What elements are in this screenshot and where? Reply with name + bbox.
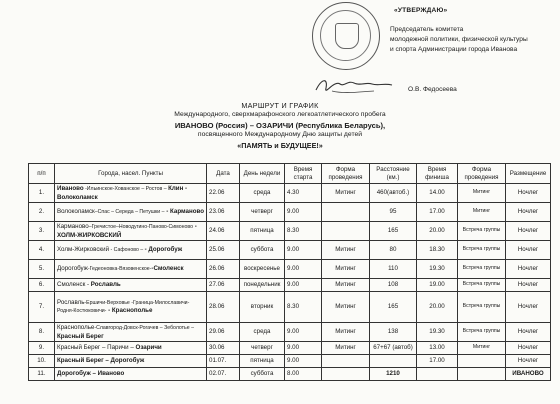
date-cell: 22.06: [207, 184, 240, 203]
route-segment: Красный Берег – Дорогобуж: [57, 357, 145, 365]
date-cell: 26.06: [207, 260, 240, 279]
finish-time-cell: 13.00: [417, 342, 458, 355]
route-segment: Озаричи: [135, 344, 162, 352]
date-cell: 01.07.: [207, 355, 240, 368]
start-form-cell: [322, 355, 370, 368]
date-cell: 29.06: [207, 323, 240, 342]
approval-line-3: и спорта Администрации города Иванова: [390, 46, 518, 53]
table-row: [29, 203, 551, 222]
route-segment: Красный Берег – Паричи –: [57, 344, 136, 352]
route-cell: [55, 355, 207, 368]
doc-dedication: посвященного Международному Дню защиты детей: [197, 131, 363, 138]
start-form-cell: [322, 203, 370, 222]
date-cell: 28.06: [207, 292, 240, 323]
accommodation-cell: Ночлег: [506, 323, 551, 342]
route-cell: [55, 292, 207, 323]
route-segment: -Ершичи-Верховье -Граница-Милославичи-Родня-Костюковичи-: [57, 299, 190, 314]
signature-scribble: [314, 74, 394, 96]
route-segment: Карманово: [57, 223, 89, 231]
accommodation-cell: Ночлег: [506, 241, 551, 260]
header-cell: Расстояние (км.): [370, 164, 417, 184]
route-segment: -Смоленск: [151, 264, 184, 272]
approval-line-2: молодежной политики, физической культуры: [390, 36, 528, 43]
accommodation-cell: Ночлег: [506, 292, 551, 323]
weekday-cell: вторник: [240, 292, 285, 323]
route-cell: [55, 279, 207, 292]
route-segment: Красный Берег: [57, 332, 104, 340]
header-cell: Города, насел. Пункты: [55, 164, 207, 184]
approval-line-1: Председатель комитета: [390, 26, 464, 33]
weekday-cell: воскресенье: [240, 260, 285, 279]
finish-form-cell: Встреча группы: [458, 241, 506, 260]
route-segment: Краснополье: [57, 324, 95, 332]
start-time-cell: 8.00: [285, 368, 322, 381]
row-number-cell: 11.: [29, 368, 55, 381]
finish-form-cell: [458, 368, 506, 381]
table-row: [29, 355, 551, 368]
table-row: [29, 222, 551, 241]
doc-route-title: ИВАНОВО (Россия) – ОЗАРИЧИ (Республика Беларусь),: [174, 121, 386, 130]
route-segment: Рославль: [57, 298, 85, 306]
header-cell: День недели: [240, 164, 285, 184]
finish-time-cell: 20.00: [417, 222, 458, 241]
row-number-cell: 10.: [29, 355, 55, 368]
weekday-cell: суббота: [240, 241, 285, 260]
official-seal: [312, 2, 380, 70]
distance-cell: 110: [370, 260, 417, 279]
table-row: [29, 279, 551, 292]
route-cell: [55, 368, 207, 381]
start-time-cell: 8.30: [285, 222, 322, 241]
date-cell: 23.06: [207, 203, 240, 222]
accommodation-cell: ИВАНОВО: [506, 368, 551, 381]
row-number-cell: 7.: [29, 292, 55, 323]
approval-signatory: О.В. Федосеева: [408, 86, 457, 93]
route-cell: [55, 323, 207, 342]
weekday-cell: четверг: [240, 342, 285, 355]
start-form-cell: Митинг: [322, 241, 370, 260]
route-segment: Смоленск -: [57, 281, 91, 289]
coat-of-arms-icon: [335, 23, 359, 49]
finish-time-cell: 19.00: [417, 279, 458, 292]
date-cell: 27.06: [207, 279, 240, 292]
finish-time-cell: 14.00: [417, 184, 458, 203]
finish-form-cell: [458, 355, 506, 368]
distance-cell: 67+67 (автоб): [370, 342, 417, 355]
finish-form-cell: Встреча группы: [458, 279, 506, 292]
header-cell: Дата: [207, 164, 240, 184]
date-cell: 24.06: [207, 222, 240, 241]
route-cell: [55, 241, 207, 260]
route-cell: [55, 342, 207, 355]
finish-time-cell: 19.30: [417, 323, 458, 342]
header-cell: Размещение: [506, 164, 551, 184]
route-segment: -Славгород-Довск-Рогачев – Зеболотье –: [94, 325, 194, 332]
route-segment: Дорогобуж: [57, 264, 88, 272]
table-row: [29, 241, 551, 260]
finish-form-cell: Митинг: [458, 184, 506, 203]
weekday-cell: пятница: [240, 222, 285, 241]
finish-form-cell: Встреча группы: [458, 222, 506, 241]
start-time-cell: 9.00: [285, 279, 322, 292]
weekday-cell: четверг: [240, 203, 285, 222]
finish-form-cell: Встреча группы: [458, 323, 506, 342]
row-number-cell: 2.: [29, 203, 55, 222]
date-cell: 30.06: [207, 342, 240, 355]
finish-time-cell: [417, 368, 458, 381]
start-time-cell: 4.30: [285, 184, 322, 203]
date-cell: 25.06: [207, 241, 240, 260]
route-cell: [55, 222, 207, 241]
header-cell: Форма проведения: [322, 164, 370, 184]
doc-subtitle: Международного, сверхмарафонского легкоатлетического пробега: [174, 111, 386, 118]
route-cell: [55, 184, 207, 203]
route-segment: Дорогобуж – Иваново: [57, 370, 125, 378]
accommodation-cell: Ночлег: [506, 184, 551, 203]
doc-title: МАРШРУТ И ГРАФИК: [241, 101, 319, 110]
weekday-cell: суббота: [240, 368, 285, 381]
route-segment: - Сафоново –: [109, 246, 145, 253]
header-cell: Время финиша: [417, 164, 458, 184]
accommodation-cell: Ночлег: [506, 260, 551, 279]
route-cell: [55, 203, 207, 222]
accommodation-cell: Ночлег: [506, 342, 551, 355]
route-segment: - Карманово: [164, 207, 204, 215]
finish-time-cell: 17.00: [417, 203, 458, 222]
weekday-cell: понедельник: [240, 279, 285, 292]
start-form-cell: [322, 222, 370, 241]
row-number-cell: 9.: [29, 342, 55, 355]
row-number-cell: 3.: [29, 222, 55, 241]
start-form-cell: Митинг: [322, 292, 370, 323]
route-segment: Рославль: [90, 281, 121, 289]
route-segment: -Ильинское-Хованское – Ростов –: [83, 186, 169, 193]
schedule-table: [28, 163, 551, 381]
distance-cell: 1210: [370, 368, 417, 381]
distance-cell: 108: [370, 279, 417, 292]
header-cell: Форма проведения: [458, 164, 506, 184]
route-segment: - Краснополье: [106, 307, 153, 314]
row-number-cell: 5.: [29, 260, 55, 279]
table-row: [29, 368, 551, 381]
header-cell: Время старта: [285, 164, 322, 184]
start-form-cell: Митинг: [322, 260, 370, 279]
weekday-cell: пятница: [240, 355, 285, 368]
row-number-cell: 6.: [29, 279, 55, 292]
start-time-cell: 9.00: [285, 355, 322, 368]
table-header-row: [29, 164, 551, 184]
accommodation-cell: Ночлег: [506, 222, 551, 241]
start-form-cell: Митинг: [322, 184, 370, 203]
distance-cell: 95: [370, 203, 417, 222]
start-time-cell: 9.00: [285, 260, 322, 279]
distance-cell: 138: [370, 323, 417, 342]
route-segment: Иваново: [57, 185, 84, 193]
header-cell: п/п: [29, 164, 55, 184]
finish-form-cell: Встреча группы: [458, 292, 506, 323]
finish-time-cell: 17.00: [417, 355, 458, 368]
start-time-cell: 9.00: [285, 241, 322, 260]
accommodation-cell: Ночлег: [506, 203, 551, 222]
start-form-cell: [322, 368, 370, 381]
route-segment: - ХОЛМ-ЖИРКОВСКИЙ: [57, 223, 197, 239]
weekday-cell: среда: [240, 184, 285, 203]
distance-cell: 165: [370, 222, 417, 241]
finish-time-cell: 20.00: [417, 292, 458, 323]
finish-time-cell: 18.30: [417, 241, 458, 260]
row-number-cell: 1.: [29, 184, 55, 203]
route-segment: –Гречистое–Новодугино-Паново-Симоново: [88, 224, 193, 231]
approval-stamp-word: «УТВЕРЖДАЮ»: [394, 7, 448, 14]
finish-form-cell: Митинг: [458, 342, 506, 355]
schedule-body: [29, 184, 551, 381]
table-row: [29, 184, 551, 203]
route-segment: Волоколамск: [57, 207, 95, 215]
accommodation-cell: Ночлег: [506, 279, 551, 292]
table-row: [29, 323, 551, 342]
finish-time-cell: 19.30: [417, 260, 458, 279]
distance-cell: 460(автоб.): [370, 184, 417, 203]
row-number-cell: 4.: [29, 241, 55, 260]
start-time-cell: 8.30: [285, 292, 322, 323]
route-segment: Клин - Волоколамск: [57, 185, 188, 201]
start-time-cell: 9.00: [285, 342, 322, 355]
start-time-cell: 9.00: [285, 323, 322, 342]
start-form-cell: Митинг: [322, 323, 370, 342]
row-number-cell: 8.: [29, 323, 55, 342]
table-row: [29, 342, 551, 355]
table-row: [29, 292, 551, 323]
table-row: [29, 260, 551, 279]
route-segment: - Дорогобуж: [144, 245, 183, 253]
distance-cell: [370, 355, 417, 368]
route-cell: [55, 260, 207, 279]
doc-motto: «ПАМЯТЬ и БУДУЩЕЕ!»: [237, 141, 323, 150]
route-segment: –Спас – Середа – Петушки –: [94, 208, 165, 215]
finish-form-cell: Встреча группы: [458, 260, 506, 279]
distance-cell: 80: [370, 241, 417, 260]
route-segment: Холм-Жирковский: [57, 245, 110, 253]
start-time-cell: 9.00: [285, 203, 322, 222]
weekday-cell: среда: [240, 323, 285, 342]
date-cell: 02.07.: [207, 368, 240, 381]
finish-form-cell: Митинг: [458, 203, 506, 222]
start-form-cell: Митинг: [322, 279, 370, 292]
distance-cell: 165: [370, 292, 417, 323]
start-form-cell: Митинг: [322, 342, 370, 355]
route-segment: -Гедеоновка-Вязовенское-: [87, 265, 152, 272]
accommodation-cell: Ночлег: [506, 355, 551, 368]
